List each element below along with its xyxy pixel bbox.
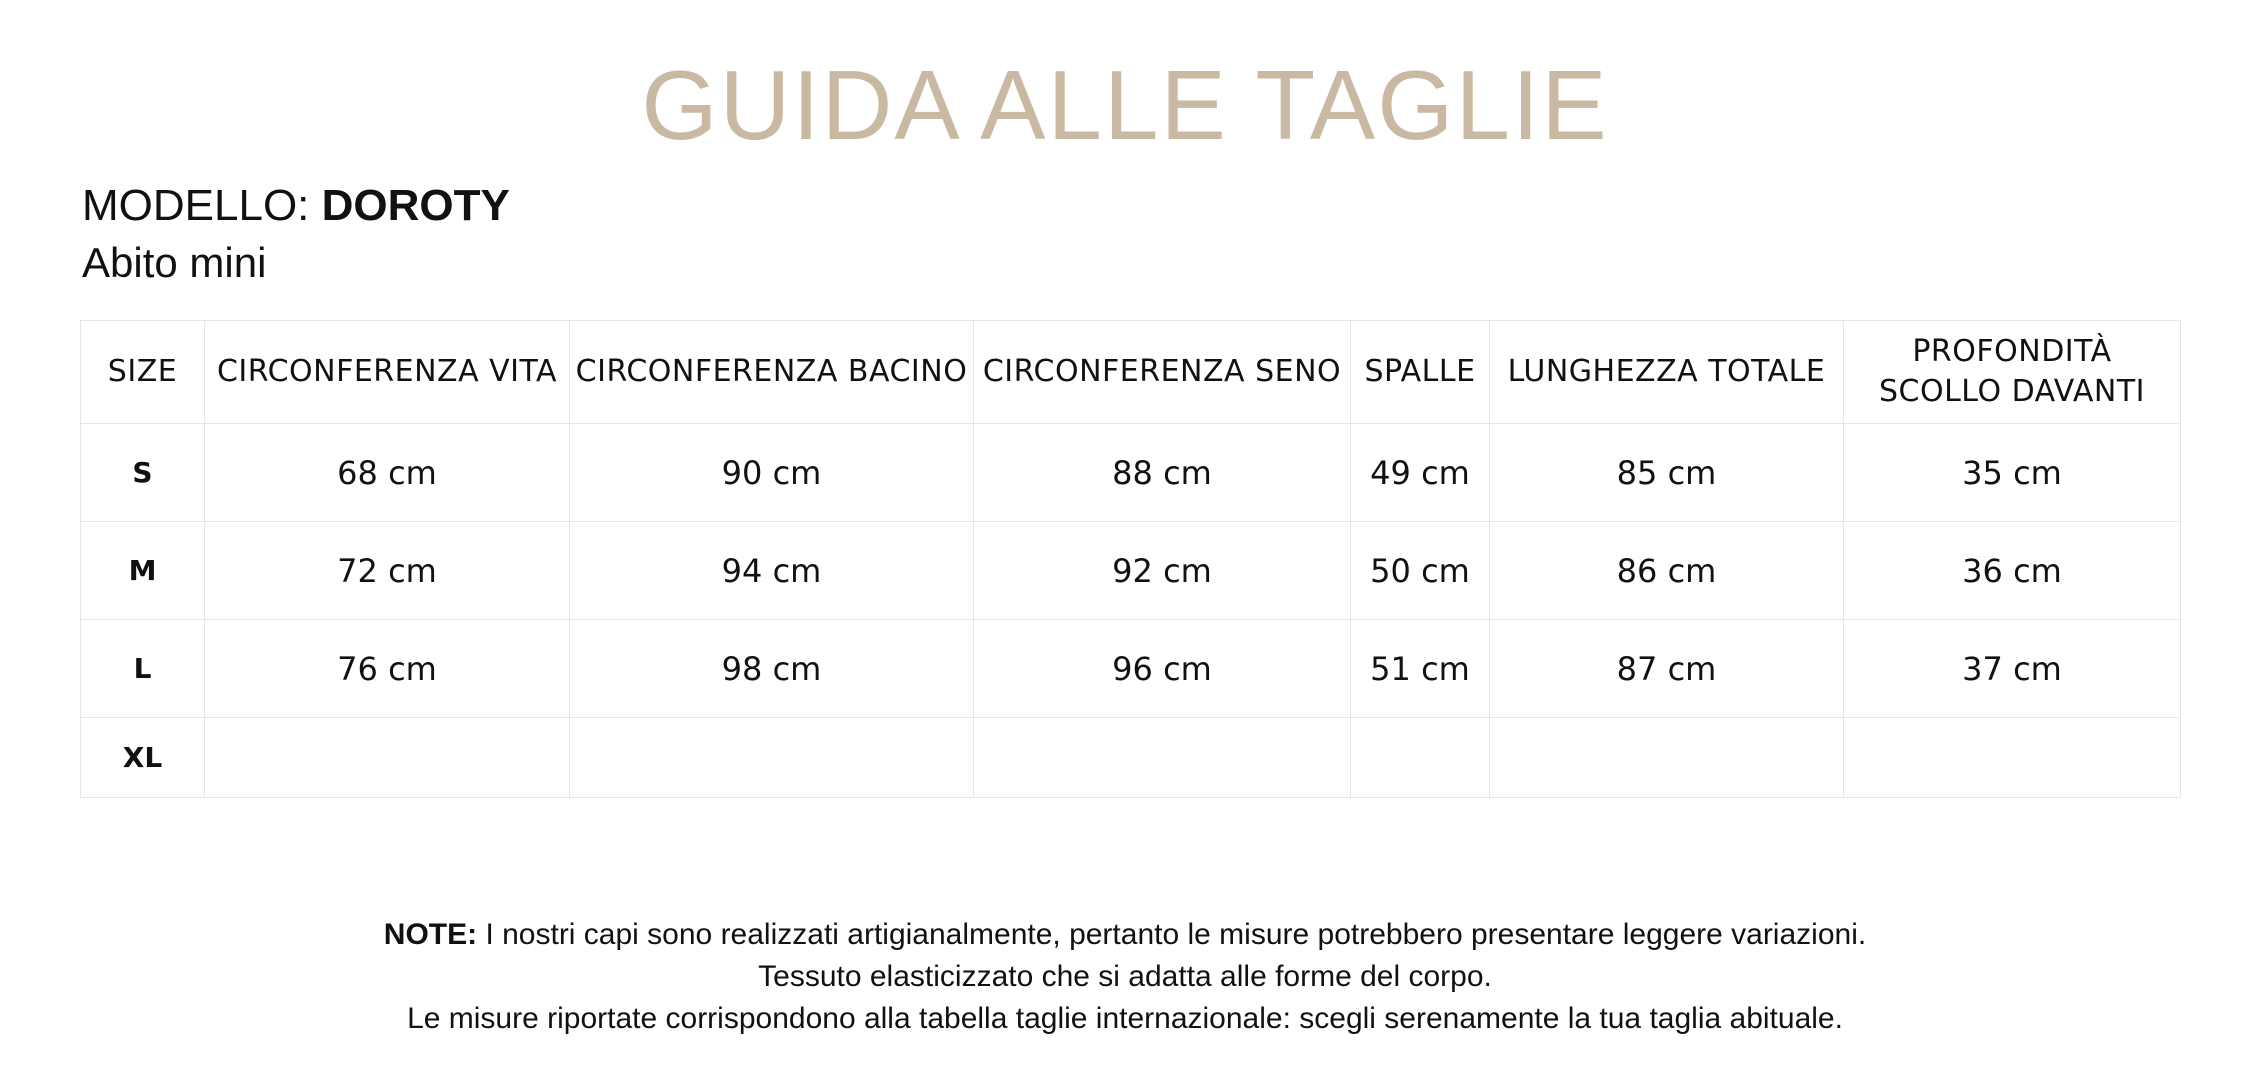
spalle-cell [1351,718,1490,798]
table-row [81,620,2181,718]
page-title: GUIDA ALLE TAGLIE [641,50,1609,160]
notes-block [0,914,2250,1040]
vita-cell: 76 cm [205,620,570,718]
size-cell: M [81,522,205,620]
header-circonferenza-seno: CIRCONFERENZA SENO [974,321,1351,424]
note-line-1 [0,914,2250,956]
spalle-cell: 51 cm [1351,620,1490,718]
vita-cell: 68 cm [205,424,570,522]
seno-cell: 92 cm [974,522,1351,620]
header-spalle: SPALLE [1351,321,1490,424]
header-size: SIZE [81,321,205,424]
scollo-cell: 36 cm [1844,522,2181,620]
size-cell: S [81,424,205,522]
lunghezza-cell: 85 cm [1490,424,1844,522]
scollo-cell: 37 cm [1844,620,2181,718]
lunghezza-cell [1490,718,1844,798]
scollo-cell: 35 cm [1844,424,2181,522]
model-block [82,178,510,292]
model-subtitle: Abito mini [82,239,267,286]
note-label: NOTE: [383,918,478,951]
header-lunghezza-totale: LUNGHEZZA TOTALE [1490,321,1844,424]
header-profondita-scollo: PROFONDITÀ SCOLLO DAVANTI [1844,321,2181,424]
spalle-cell: 50 cm [1351,522,1490,620]
spalle-cell: 49 cm [1351,424,1490,522]
bacino-cell: 98 cm [570,620,974,718]
note-line-2: Tessuto elasticizzato che si adatta alle forme del corpo. [758,960,1492,993]
scollo-cell [1844,718,2181,798]
size-cell: XL [81,718,205,798]
header-circonferenza-bacino: CIRCONFERENZA BACINO [570,321,974,424]
model-name: DOROTY [321,181,510,230]
size-table [80,320,2181,798]
size-cell: L [81,620,205,718]
seno-cell: 96 cm [974,620,1351,718]
note-text-1: I nostri capi sono realizzati artigianalmente, pertanto le misure potrebbero presentare leggere variazioni. [477,918,1867,951]
seno-cell: 88 cm [974,424,1351,522]
bacino-cell: 90 cm [570,424,974,522]
vita-cell: 72 cm [205,522,570,620]
header-circonferenza-vita: CIRCONFERENZA VITA [205,321,570,424]
bacino-cell [570,718,974,798]
table-row [81,424,2181,522]
table-row [81,522,2181,620]
seno-cell [974,718,1351,798]
lunghezza-cell: 87 cm [1490,620,1844,718]
table-row [81,718,2181,798]
model-line [82,178,510,234]
lunghezza-cell: 86 cm [1490,522,1844,620]
note-line-3: Le misure riportate corrispondono alla tabella taglie internazionale: scegli serenamente la tua taglia abituale. [407,1002,1843,1035]
vita-cell [205,718,570,798]
model-prefix: MODELLO: [82,181,310,230]
bacino-cell: 94 cm [570,522,974,620]
table-header-row [81,321,2181,424]
